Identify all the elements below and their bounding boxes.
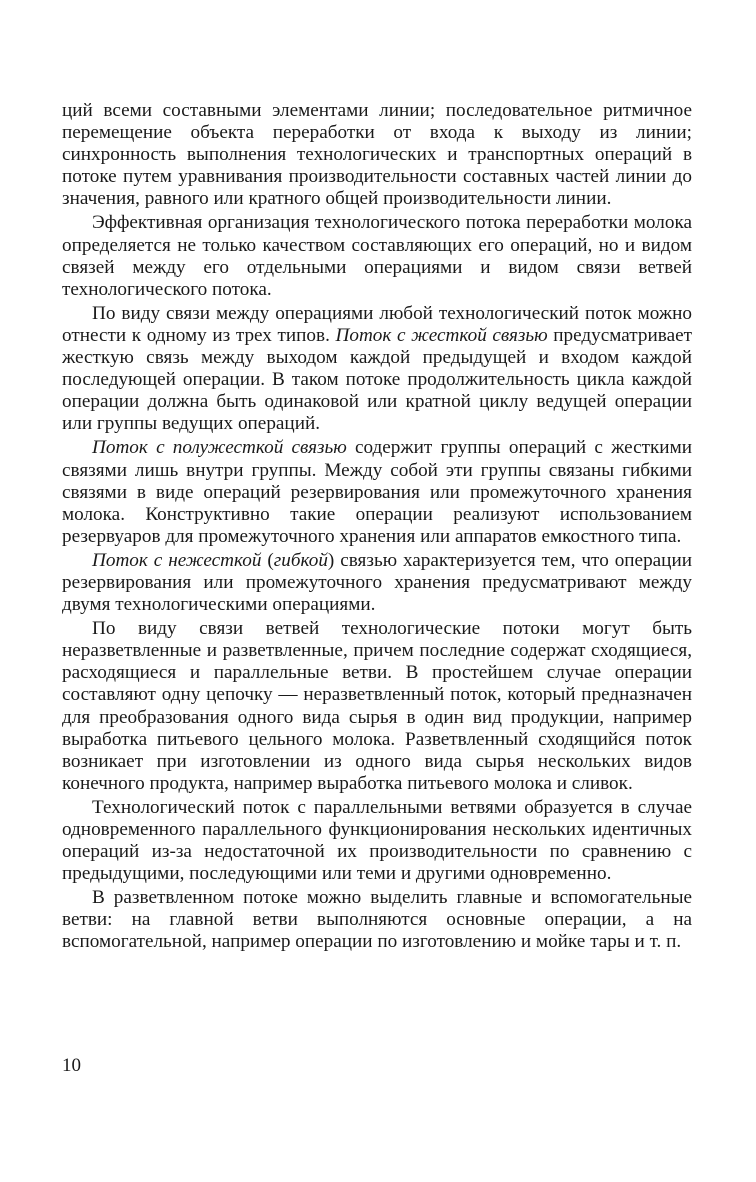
paragraph [62, 212, 692, 300]
text-run: ( [261, 549, 274, 571]
page-body [62, 100, 692, 954]
italic-term: Поток с нежесткой [92, 549, 262, 571]
text-run: По виду связи ветвей технологические потоки могут быть неразветвленные и разветвленные, причем последние содержат сходящиеся, расходящиеся и параллельные ветви. В простейшем случае операции составляют одну цепочку — неразветвленный поток, который предназначен для преобразования одного вида сырья в один вид продукции, например выработка питьевого цельного молока. Разветвленный сходящийся поток возникает при изготовлении из одного вида сырья нескольких видов конечного продукта, например выработка питьевого молока и сливок. [62, 618, 692, 794]
paragraph [62, 887, 692, 953]
text-run: содержит группы операций с жесткими связями лишь внутри группы. Между собой эти группы связаны гибкими связями в виде операций резервирования или промежуточного хранения молока. Конструктивно такие операции реализуют использованием резервуаров для промежуточного хранения или аппаратов емкостного типа. [62, 437, 692, 547]
text-run: ) связью характеризуется тем, что операции резервирования или промежуточного хранения предусматривают между двумя технологическими операциями. [62, 549, 692, 616]
paragraph [62, 100, 692, 210]
page-number: 10 [62, 1055, 81, 1076]
text-run: В разветвленном потоке можно выделить главные и вспомогательные ветви: на главной ветви выполняются основные операции, а на вспомогательной, например операции по изготовлению и мойке тары и т. п. [62, 887, 692, 953]
paragraph [62, 550, 692, 616]
text-run: Эффективная организация технологического потока переработки молока определяется не только качеством составляющих его операций, но и видом связей между его отдельными операциями и видом связи ветвей технологического потока. [62, 212, 692, 300]
italic-term: Поток с жесткой связью [335, 324, 548, 346]
text-run: Технологический поток с параллельными ветвями образуется в случае одновременного параллельного функционирования нескольких идентичных операций из-за недостаточной их производительности по сравнению с предыдущими, последующими или теми и другими одновременно. [62, 796, 692, 885]
paragraph [62, 437, 692, 547]
text-run: По виду связи между операциями любой технологический поток можно отнести к одному из трех типов. [62, 302, 692, 346]
paragraph [62, 618, 692, 795]
italic-term: Поток с полужесткой связью [92, 437, 347, 459]
italic-term: гибкой [273, 549, 328, 571]
text-run: ций всеми составными элементами линии; последовательное ритмичное перемещение объекта переработки от входа к выходу из линии; синхронность выполнения технологических и транспортных операций в потоке путем уравнивания производительности составных частей линии до значения, равного или кратного общей производительности линии. [62, 100, 692, 210]
paragraph [62, 797, 692, 885]
text-run: предусматривает жесткую связь между выходом каждой предыдущей и входом каждой последующей операции. В таком потоке продолжительность цикла каждой операции должна быть одинаковой или кратной циклу ведущей операции или группы ведущих операций. [62, 324, 693, 435]
paragraph [62, 303, 692, 436]
